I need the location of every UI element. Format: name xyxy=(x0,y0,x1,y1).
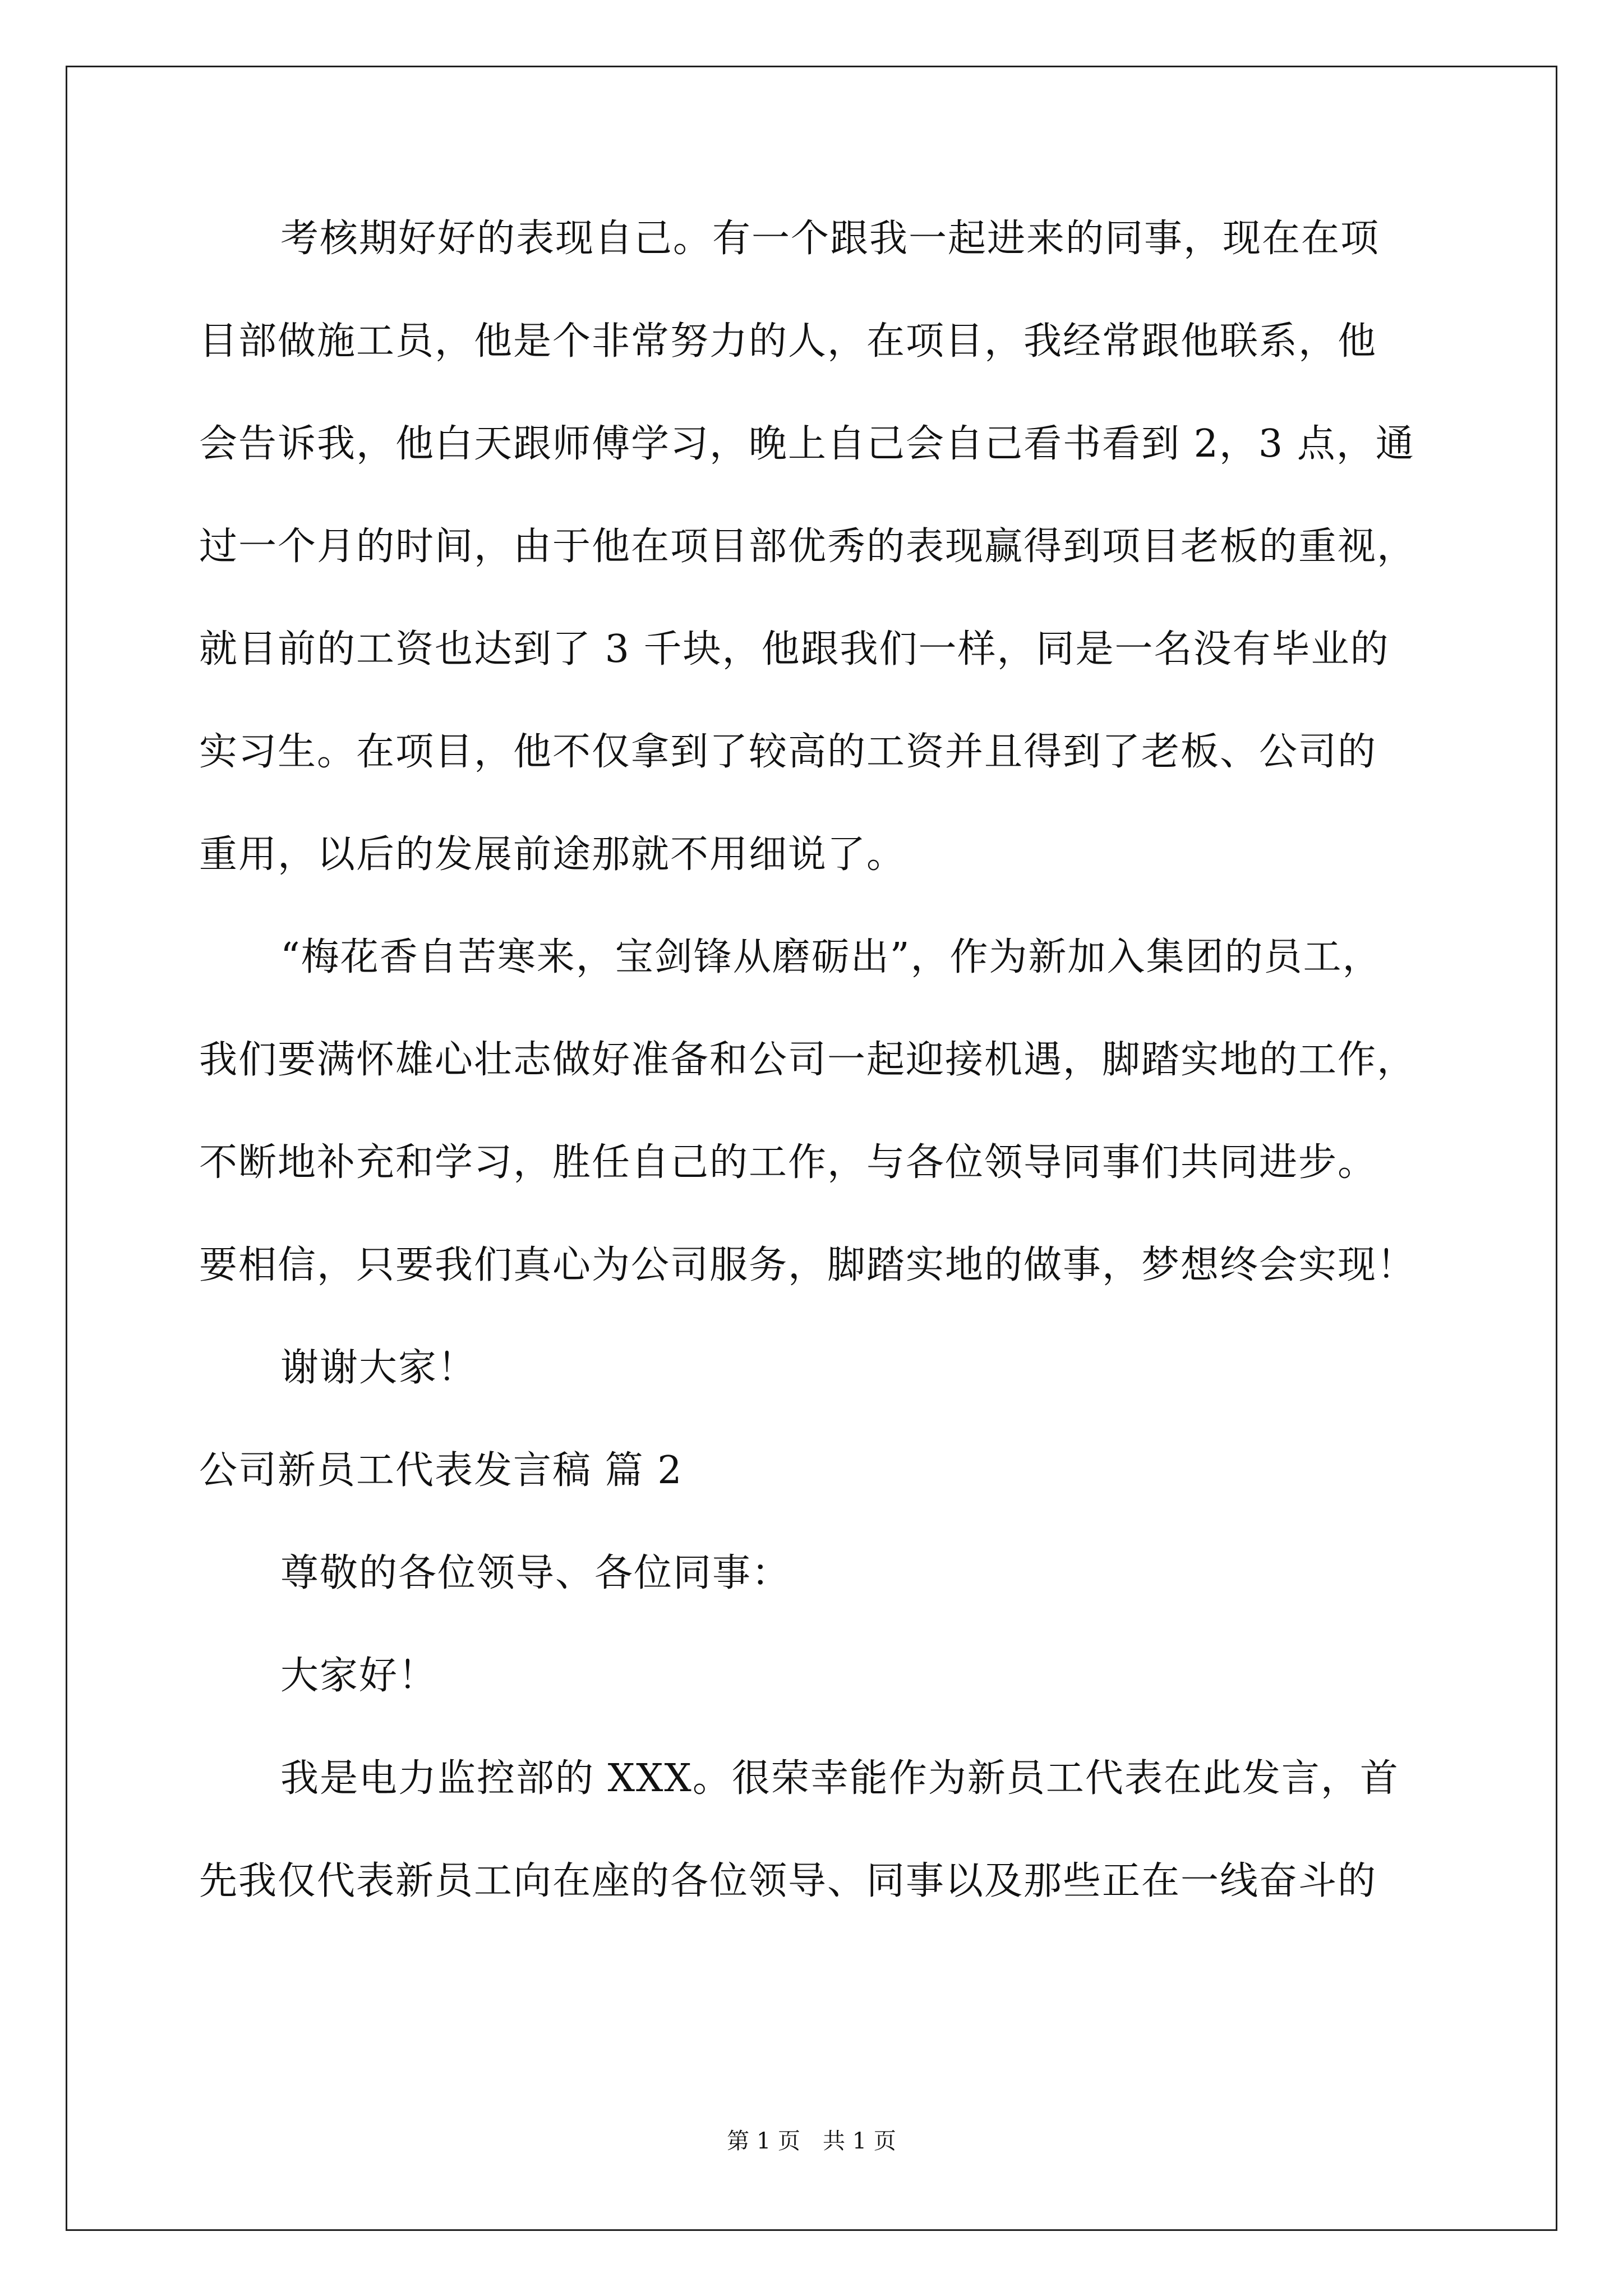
greeting: 大家好！ xyxy=(280,1654,438,1698)
paragraph-line: 过一个月的时间，由于他在项目部优秀的表现赢得到项目老板的重视， xyxy=(199,524,1417,569)
paragraph-line: 实习生。在项目，他不仅拿到了较高的工资并且得到了老板、公司的 xyxy=(199,730,1377,774)
paragraph-line: 就目前的工资也达到了 3 千块，他跟我们一样，同是一名没有毕业的 xyxy=(199,627,1390,671)
section-heading: 公司新员工代表发言稿 篇 2 xyxy=(199,1448,683,1493)
paragraph-line: 要相信，只要我们真心为公司服务，脚踏实地的做事，梦想终会实现！ xyxy=(199,1243,1417,1287)
page-number: 第 1 页 共 1 页 xyxy=(727,2128,896,2154)
paragraph-line: “梅花香自苦寒来，宝剑锋从磨砺出”，作为新加入集团的员工， xyxy=(280,935,1382,979)
paragraph-line: 谢谢大家！ xyxy=(280,1346,477,1390)
paragraph-line: 重用，以后的发展前途那就不用细说了。 xyxy=(199,832,906,877)
paragraph-line: 不断地补充和学习，胜任自己的工作，与各位领导同事们共同进步。 xyxy=(199,1140,1377,1185)
salutation: 尊敬的各位领导、各位同事： xyxy=(280,1551,791,1595)
paragraph-line: 先我仅代表新员工向在座的各位领导、同事以及那些正在一线奋斗的 xyxy=(199,1859,1377,1903)
paragraph-line: 考核期好好的表现自己。有一个跟我一起进来的同事，现在在项 xyxy=(280,217,1380,261)
paragraph-line: 我们要满怀雄心壮志做好准备和公司一起迎接机遇，脚踏实地的工作， xyxy=(199,1038,1417,1082)
paragraph-line: 我是电力监控部的 XXX。很荣幸能作为新员工代表在此发言，首 xyxy=(280,1756,1399,1801)
paragraph-line: 会告诉我，他白天跟师傅学习，晚上自己会自己看书看到 2，3 点，通 xyxy=(199,422,1415,466)
paragraph-line: 目部做施工员，他是个非常努力的人，在项目，我经常跟他联系，他 xyxy=(199,319,1377,364)
